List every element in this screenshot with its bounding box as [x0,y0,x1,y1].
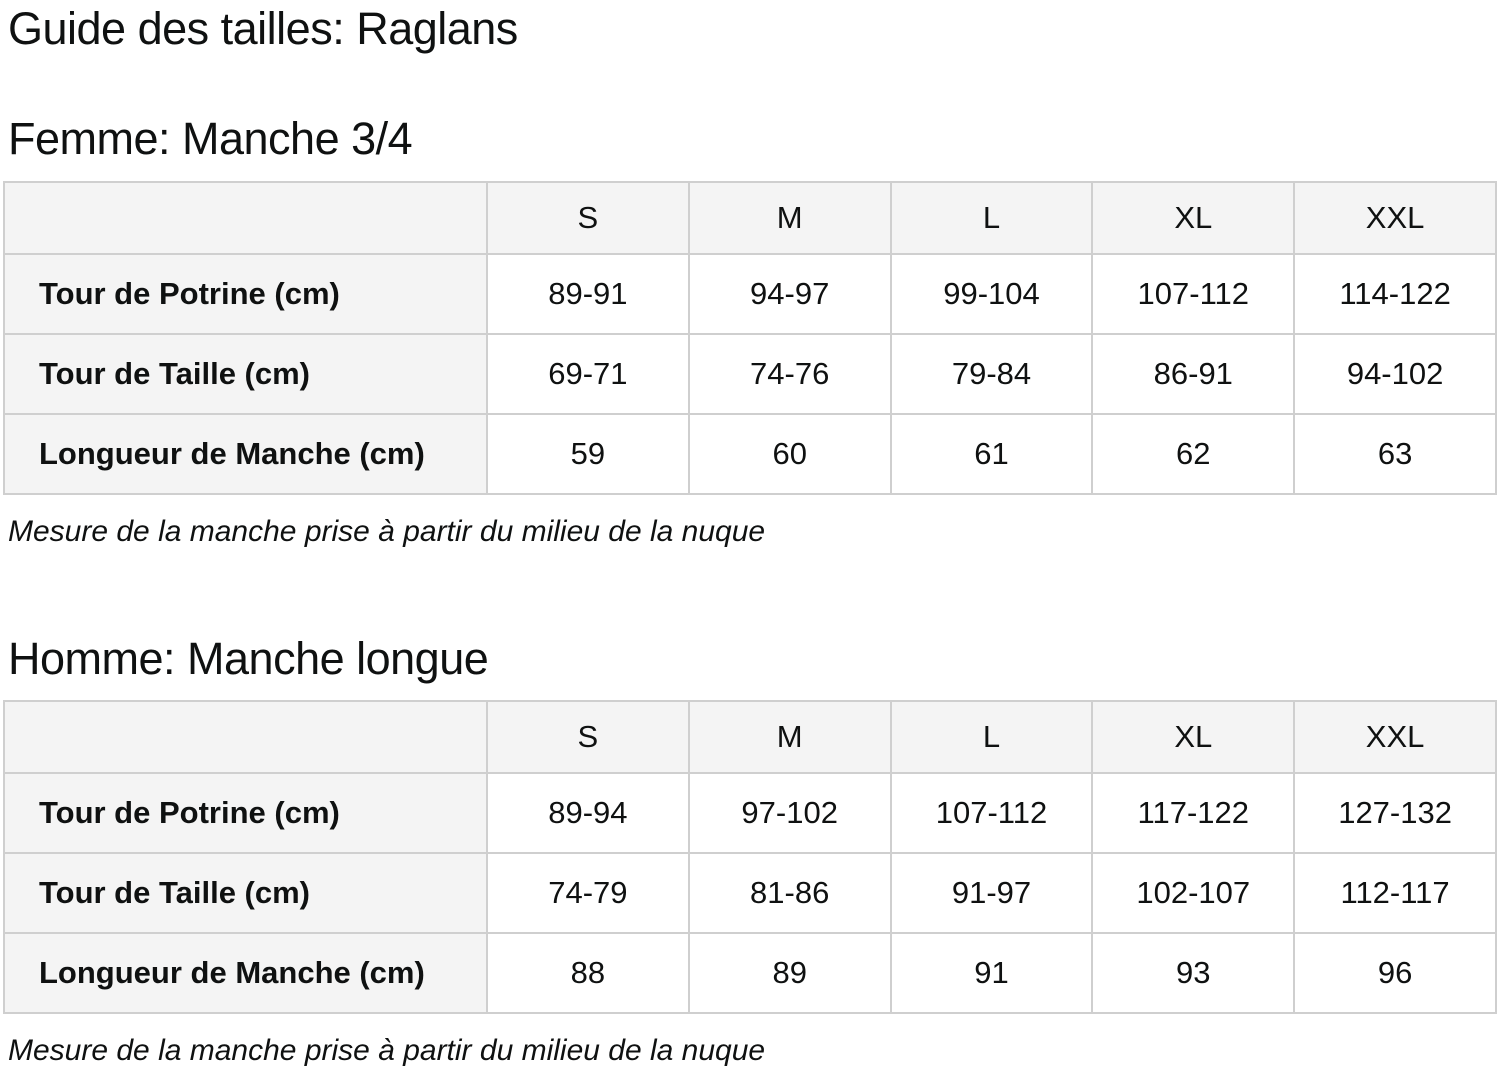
value-cell: 63 [1294,414,1496,494]
value-cell: 86-91 [1092,334,1294,414]
value-cell: 89-94 [487,773,689,853]
section-homme [3,634,1497,1069]
row-label-sleeve: Longueur de Manche (cm) [4,414,487,494]
value-cell: 74-79 [487,853,689,933]
row-label-waist: Tour de Taille (cm) [4,334,487,414]
row-label-chest: Tour de Potrine (cm) [4,773,487,853]
section-heading-femme: Femme: Manche 3/4 [8,113,413,165]
size-column-header-s: S [487,701,689,773]
value-cell: 91-97 [891,853,1093,933]
size-column-header-xxl: XXL [1294,701,1496,773]
table-header-row [4,182,1496,254]
value-cell: 79-84 [891,334,1093,414]
table-row-chest [4,773,1496,853]
row-label-sleeve: Longueur de Manche (cm) [4,933,487,1013]
row-label-waist: Tour de Taille (cm) [4,853,487,933]
table-row-sleeve [4,414,1496,494]
value-cell: 88 [487,933,689,1013]
value-cell: 93 [1092,933,1294,1013]
page-title: Guide des tailles: Raglans [8,3,518,54]
size-guide-page [0,4,1500,1069]
corner-cell [4,182,487,254]
table-row-waist [4,853,1496,933]
value-cell: 94-97 [689,254,891,334]
table-header-row [4,701,1496,773]
value-cell: 89 [689,933,891,1013]
section-heading-homme: Homme: Manche longue [8,632,489,684]
row-label-chest: Tour de Potrine (cm) [4,254,487,334]
value-cell: 69-71 [487,334,689,414]
size-column-header-m: M [689,182,891,254]
value-cell: 114-122 [1294,254,1496,334]
value-cell: 91 [891,933,1093,1013]
value-cell: 97-102 [689,773,891,853]
size-column-header-xxl: XXL [1294,182,1496,254]
table-row-sleeve [4,933,1496,1013]
size-table-homme [3,700,1497,1014]
table-row-chest [4,254,1496,334]
size-column-header-xl: XL [1092,182,1294,254]
value-cell: 81-86 [689,853,891,933]
measurement-note-homme: Mesure de la manche prise à partir du milieu de la nuque [8,1034,766,1068]
value-cell: 117-122 [1092,773,1294,853]
value-cell: 96 [1294,933,1496,1013]
value-cell: 60 [689,414,891,494]
value-cell: 62 [1092,414,1294,494]
value-cell: 112-117 [1294,853,1496,933]
value-cell: 99-104 [891,254,1093,334]
value-cell: 107-112 [1092,254,1294,334]
size-column-header-xl: XL [1092,701,1294,773]
value-cell: 102-107 [1092,853,1294,933]
section-femme [3,114,1497,549]
value-cell: 127-132 [1294,773,1496,853]
size-column-header-l: L [891,701,1093,773]
value-cell: 89-91 [487,254,689,334]
value-cell: 107-112 [891,773,1093,853]
value-cell: 61 [891,414,1093,494]
size-column-header-s: S [487,182,689,254]
measurement-note-femme: Mesure de la manche prise à partir du milieu de la nuque [8,514,766,548]
value-cell: 59 [487,414,689,494]
size-column-header-l: L [891,182,1093,254]
value-cell: 74-76 [689,334,891,414]
table-row-waist [4,334,1496,414]
size-column-header-m: M [689,701,891,773]
size-table-femme [3,181,1497,495]
corner-cell [4,701,487,773]
value-cell: 94-102 [1294,334,1496,414]
